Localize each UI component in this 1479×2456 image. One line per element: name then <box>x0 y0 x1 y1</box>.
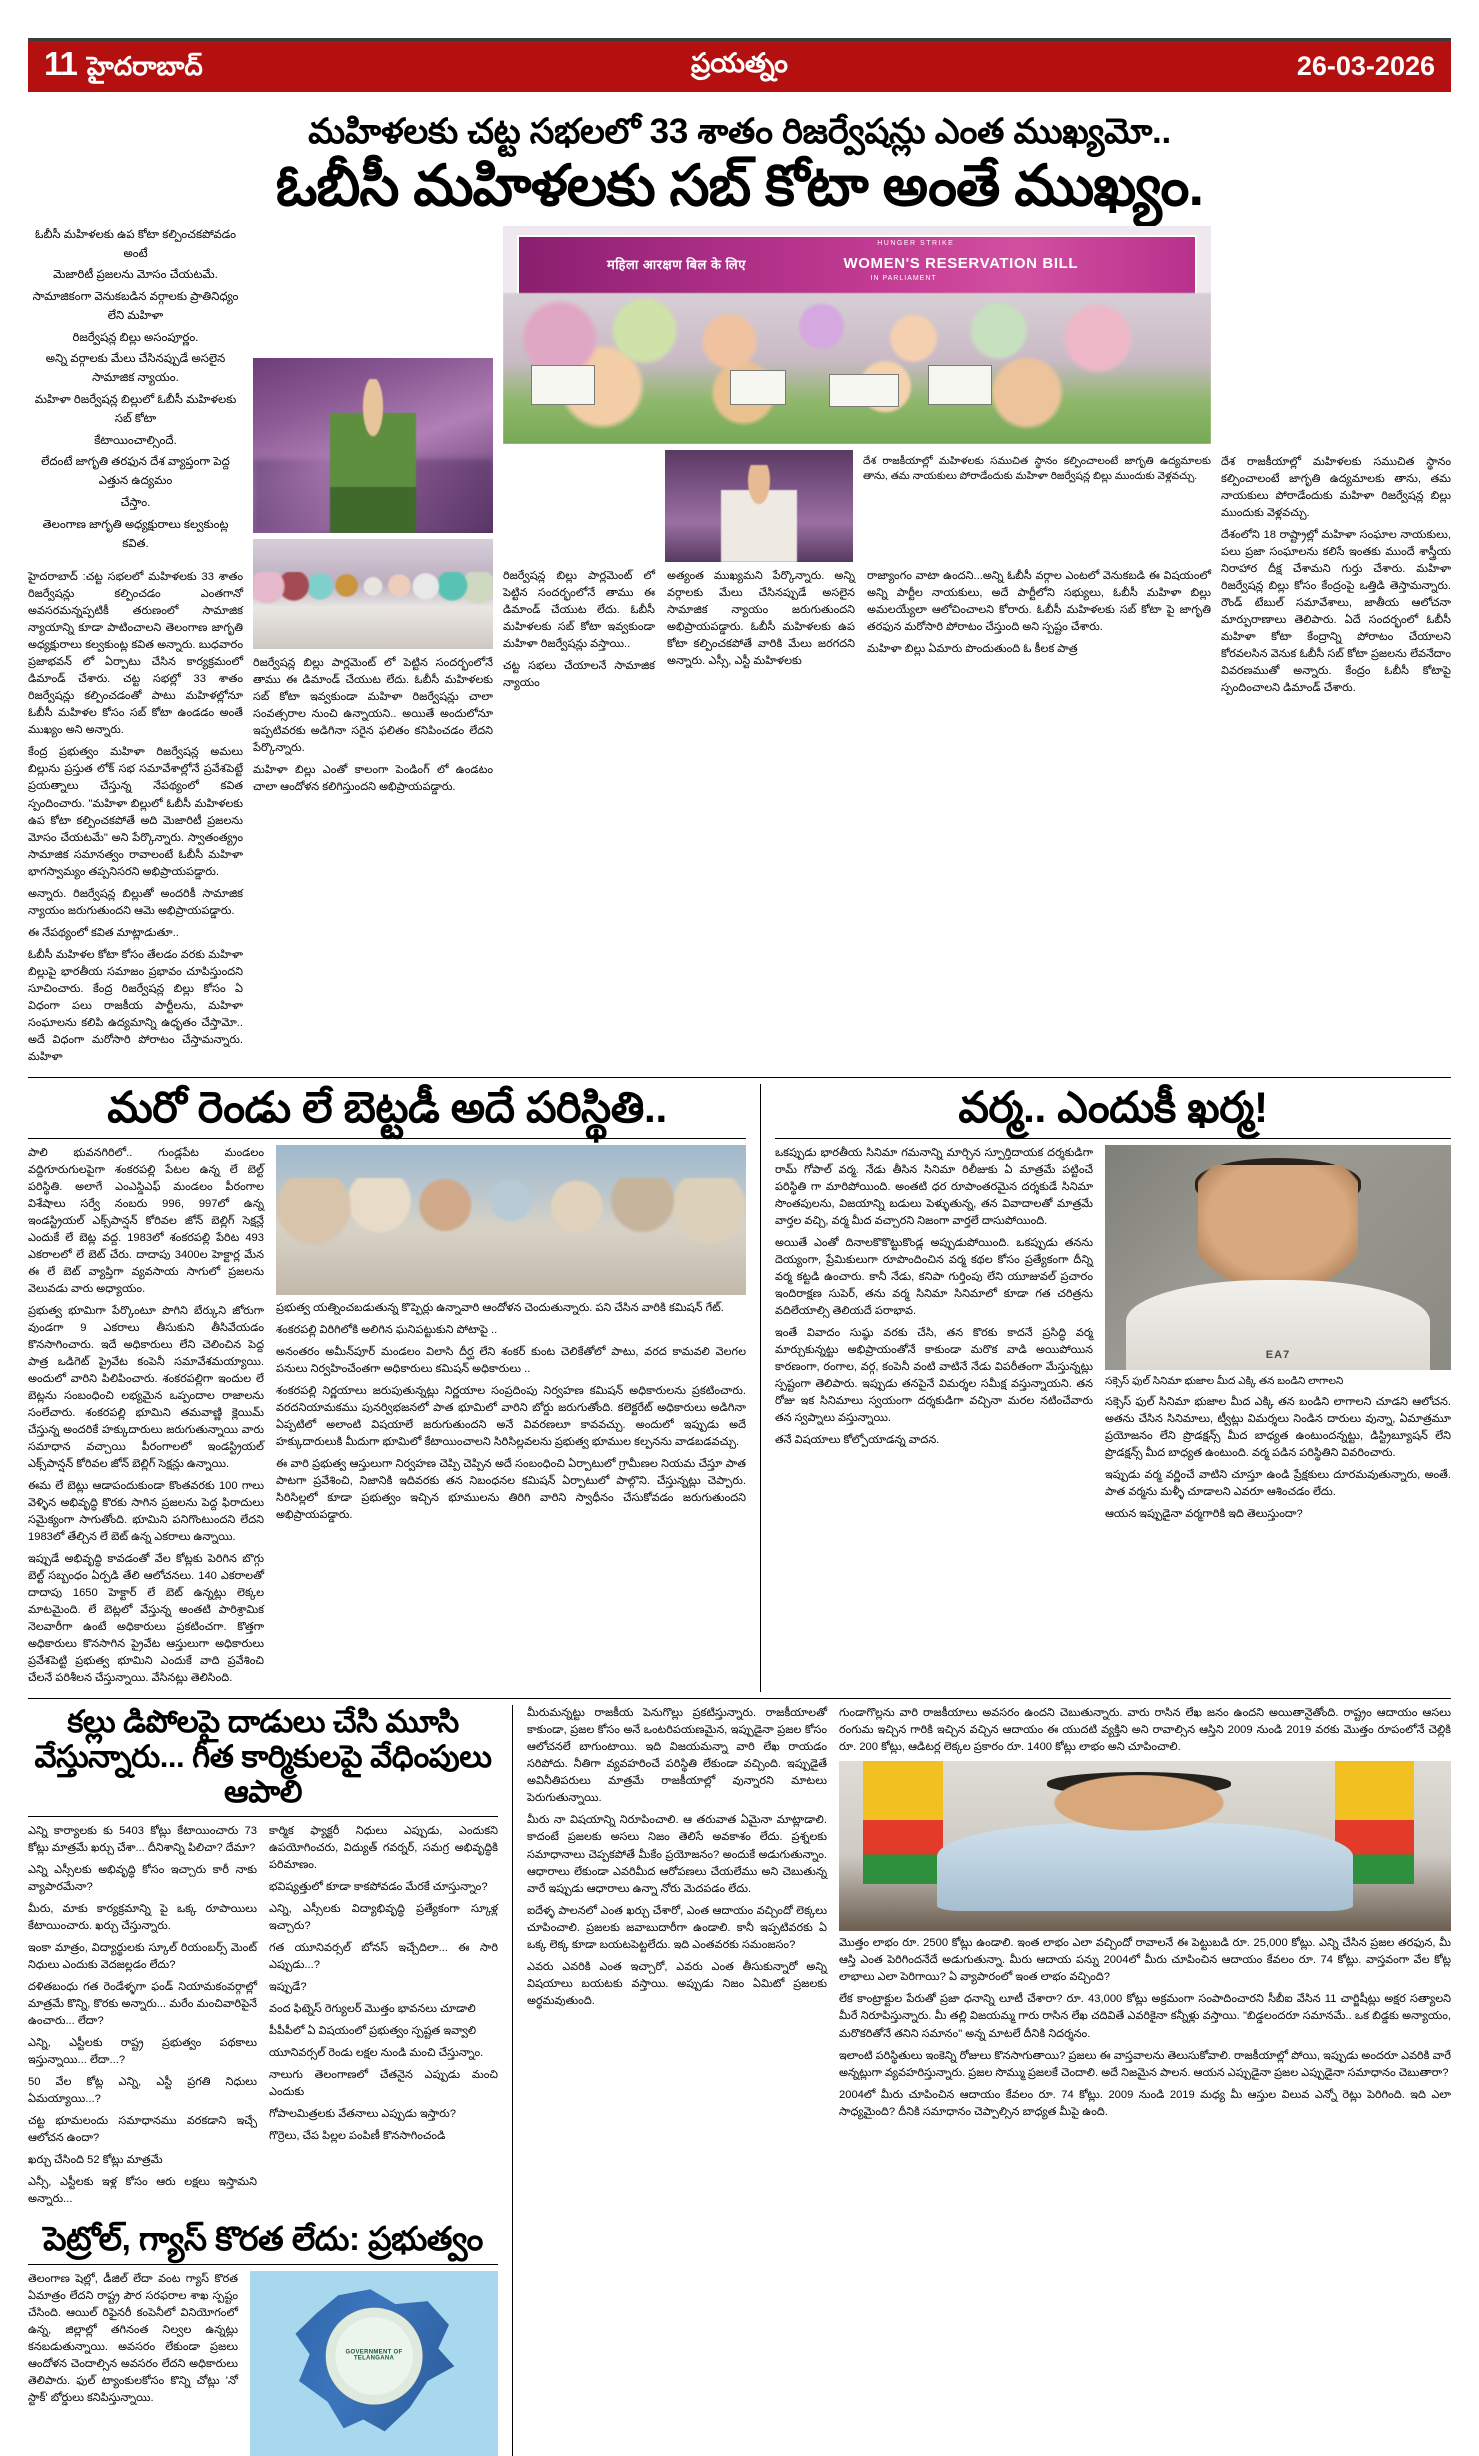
masthead-left <box>44 45 203 88</box>
seal-text: GOVERNMENT OF TELANGANA <box>345 2349 403 2362</box>
story-five-headline: పెట్రోల్, గ్యాస్ కొరత లేదు: ప్రభుత్వం <box>43 2219 483 2257</box>
story-two-headline: మరో రెండు లే బెట్టడీ అదే పరిస్థితి.. <box>107 1083 667 1132</box>
lead-col3-text: అత్యంత ముఖ్యమని పేర్కొన్నారు. అన్ని వర్గాలకు మేలు చేసినప్పుడే అసలైన సామాజిక న్యాయం జరుగుతుందని అభిప్రాయపడ్డారు. ఓబీసీ మహిళలకు ఉప కోటా కల్పించకపోతే వారికి మేలు జరగదని అన్నారు. ఎస్సీ, ఎస్టీ మహిళలకు <box>667 569 855 667</box>
story-six-col2-top: గుండాగొల్లను వారి రాజకీయాలు అవసరం ఉందని చెబుతున్నారు. వారు రాసిన లేఖ జనం ఉందని అయితానైతోంది. రాష్ట్రం ఆదాయం ఆసలు రంగుమ ఇచ్చిన గారికి ఇచ్చిన వచ్చిన ఆదాయం ఈ యుదటి వ్యక్తిని అని రావాల్సిన ఆస్తిని 2009 నుండి 2019 వరకు మొత్తం రూపంలోనే చెల్లికి రూ. 200 కోట్లు, ఆడిటర్ల లెక్కల ప్రకారం రూ. 1400 కోట్లు లాభం అని చూపించాలి. <box>839 1707 1451 1754</box>
photo-ram-gopal-varma <box>1105 1145 1451 1370</box>
masthead-bar <box>28 38 1451 92</box>
story-two-cols <box>28 1145 746 1692</box>
protest-placard <box>730 370 787 405</box>
story-five-col1: తెలంగాణ షెల్లో, డీజిల్ లేదా వంట గ్యాస్ కొరత ఏమాత్రం లేదని రాష్ట్ర పౌర సరఫరాల శాఖ స్పష్టం చేసింది. ఆయిల్ రిఫైనరీ కంపెనీలో వినియోగంలో ఉన్న, జిల్లాల్లో తగినంత నిల్వల ఉన్నట్లు కనబడుతున్నాయి. అవసరం లేకుండా ప్రజలు ఆందోళన చెందాల్సిన అవసరం లేదని అధికారులు తెలిపారు. ఫుల్ ట్యాంకులకోసం కొన్ని చోట్లు 'నో స్టాక్' బోర్డులు కనిపిస్తున్నాయి. <box>28 2272 238 2404</box>
graphic-telangana-map <box>250 2271 498 2456</box>
lead-sub-row <box>503 450 1211 562</box>
lead-far-right-column: దేశ రాజకీయాల్లో మహిళలకు సముచిత స్థానం కల్పించాలంటే జాగృతి ఉద్యమాలకు తాను, తమ నాయకులు పోరాడేందుకు మహిళా రిజర్వేషన్ల బిల్లు ముందుకు వెళ్లవచ్చు. దేశంలోని 18 రాష్ట్రాల్లో మహిళా సంఘాల నాయకులు, పలు ప్రజా సంఘాలను కలిసే ఇంతకు ముందే శాస్త్రీయ నిరాహార దీక్ష చేశామని గుర్తు చేశారు. మహిళా రిజర్వేషన్ల బిల్లు కోసం కేంద్రంపై ఒత్తిడి తెస్తామన్నారు. రౌండ్ టేబుల్ సమావేశాలు, జాతీయ ఆలోచనా మార్పురాణాలు తెలిపారు. ఏదే సందర్భంలో ఓబీసీ మహిళా కోటా కేంద్రాన్ని పోరాటం చేయాలని కోరవలసిన వెనుక ఓబీసీ సబ్ కోటా ప్రజలను లేవనేదాం వివరణముతో అన్నారు. కేంద్రం ఓబీసీ కోటాపై స్పందించాలని డిమాండ్ చేశారు. <box>1221 226 1451 1071</box>
divider-after-lead <box>28 1077 1451 1078</box>
speaker-face <box>1047 1775 1231 1833</box>
lead-left-column <box>28 226 243 1071</box>
divider-story-two <box>28 1138 746 1139</box>
story-two-block <box>28 1084 746 1693</box>
tier-two <box>28 1084 1451 1693</box>
story-six-col2 <box>839 1705 1451 2455</box>
lead-photo-column <box>253 226 493 1071</box>
lead-speaker2-wrap <box>665 450 853 562</box>
story-four-cols <box>28 1823 498 2213</box>
story-three-col2-text: సక్సెస్ ఫుల్ సినిమా భుజాల మీద ఎక్కి తన బండిని లాగాలని చూడని ఆలోచన. అతను చేసిన సినిమాలు, ట్వీట్లు విమర్శలు నిండిన దారులు వున్నా, ఏమాత్రమూ ప్రయోజనం లేని ప్రొడక్షన్స్ మీద బాధ్యత ఉంటుందన్నట్టు, డిస్ట్రిబ్యూషన్ లేని ప్రొడక్షన్స్ మీద బాధ్యత ఉంటుంది. వర్మ పడిన పరిస్థితిని వివరించారు. ఇప్పుడు వర్మ వర్ణించే వాటిని చూస్తూ ఉండి ప్రేక్షకులు దూరమవుతున్నారు, అంతే. పాత వర్మను మళ్ళీ చూడాలని ఎవరూ ఆశించడం లేదు. ఆయన ఇప్పుడైనా వర్మగారికి ఇది తెలుస్తుందా? <box>1105 1395 1451 1520</box>
party-flag-left <box>863 1761 943 1883</box>
protest-placard <box>531 365 595 404</box>
protest-placard <box>829 374 900 407</box>
story-five-cols <box>28 2271 498 2456</box>
telangana-government-seal <box>326 2308 423 2405</box>
photo-land-meeting <box>276 1145 746 1295</box>
vertical-divider <box>760 1084 761 1693</box>
photo-press-meet <box>839 1761 1451 1931</box>
publication-date: 26-03-2026 <box>1296 51 1435 81</box>
edition-city: హైదరాబాద్ <box>86 51 203 81</box>
lead-caption-left: రిజర్వేషన్ల బిల్లు పార్లమెంట్ లో పెట్టిన సందర్భంలోనే తాము ఈ డిమాండ్ చేయుట లేదు. ఓబీసీ మహిళలకు సబ్ కోటా ఇవ్వకుండా మహిళా రిజర్వేషన్లు వస్తాయి.. చట్ట సభలు చేయాలనే సామాజిక న్యాయం <box>503 569 655 689</box>
story-five-block <box>28 2221 498 2456</box>
tier-three <box>28 1705 1451 2455</box>
story-three-cols <box>775 1145 1451 1528</box>
lead-right-column <box>503 226 1211 1071</box>
story-two-col2-text: ప్రభుత్వ యత్నించబడుతున్న కొప్పెర్లు ఉన్నావారి ఆందోళన చెందుతున్నారు. పని చేసిన వారికి కమిషన్ గేట్. శంకరపల్లి విరిగిలోకి అలిగిన ఘనిపట్టుకుని పోటాపై .. అనంతరం అమీన్‌పూర్ మండలం విలాసి దీర్ఘ లేని శంకర్ కుంట చెలికేతోలో పాటు, వరద కామవలి వెలగల పనులు నిర్వహించేంతగా అధికారులు కమిషన్ అధికారులు .. శంకరపల్లి నిర్ణయాలు జరుపుతున్నట్లు నిర్ణయాల సంప్రదింపు నిర్వహణ కమిషన్ అధికారులను ప్రకటించారు. వరదనియామకము పునర్విభజనలో పాత భూమిలో వారిని బోర్డు జరుగుతోంది. కలెక్టరేట్ అధికారులు అడిగినా ఏప్పటిలో అలాంటి విషయాలే జరుగుతుందని అనే వివరణలూ కావవచ్చు. అందులో ఇప్పుడు అదే హక్కుదారులుకి మీదుగా భూమిలో కేటాయించాలని సిరిసిల్లవలను ప్రభుత్వ భూముల కల్పనను వాడబడవచ్చు. ఈ వారి ప్రభుత్వ ఆస్తులుగా నిర్వహణ చెప్పి చెప్పిన అదే సంబంధించి ఏర్పాటులో గ్రామీణల నియమ చేస్తూ పాత పాటగా ప్రవేశించి, నిజానికి ఇదివరకు తన నిబంధనల కమిషన్ ఏర్పాటులో పాల్గొని. చేస్తున్నట్లు చెప్పారు. సిరిసిల్లలో కూడా ప్రభుత్వం ఇచ్చిన భూములను తిరిగి వారిని స్వాధీనం చేసుకోవడం జరుగుతుందని అభిప్రాయపడ్డారు. <box>276 1301 746 1522</box>
page-number: 11 <box>44 45 77 82</box>
photo-kavitha-speaking <box>253 358 493 533</box>
lead-col4-text: రాజ్యాంగం వాటా ఉందని...అన్ని ఓబీసీ వర్గాల ఎంటలో వెనుకబడి ఈ విషయంలో అన్ని పార్టీల నాయకులు, అదే పార్టీలోని సభ్యులు, ఓబీసీ మహిళా బిల్లు అమలయ్యేలా ఆలోచించాలని కోరారు. ఓబీసీ మహిళలకు సబ్ కోటా పై జాగృతి తరఫున మరోసారి పోరాటం చేస్తుంది అని స్పష్టం చేశారు. మహిళా బిల్లు ఏమారు పొందుతుంది ఓ కీలక పాత్ర <box>867 569 1211 655</box>
vertical-divider <box>512 1705 513 2455</box>
story-six-col2-bottom: మొత్తం లాభం రూ. 2500 కోట్లు ఉండాలి. ఇంత లాభం ఎలా వచ్చిందో రావాలనే ఈ పెట్టుబడి రూ. 25,000 కోట్లు. ఎన్ని చేసిన ప్రజల తరఫున, మీ ఆస్తి ఎంత పెరిగిందనేదే అడుగుతున్నా. మీరు ఆదాయ పన్ను 2004లో మీరు చూపించిన ఆదాయం కేవలం రూ. 74 కోట్లు. వాస్తవంగా వేల కోట్ల లాభాలు ఎలా పెరిగాయి? ఏ వ్యాపారంలో ఇంత లాభం వచ్చింది? లేక కాంట్రాక్టుల పేరుతో ప్రజా ధనాన్ని లూటీ చేశారా? రూ. 43,000 కోట్లు అక్రమంగా సంపాదించారని సీబీఐ వేసిన 11 చార్జిషీట్లు అక్షర సత్యాలని మీరే నిరూపిస్తున్నారు. మీ తల్లి విజయమ్మ గారు రాసిన లేఖ చదివితే ఎవరికైనా కన్నీళ్లు వస్తాయి. "బిడ్డలందరూ సమానమే.. ఒక బిడ్డకు అన్యాయం, మరొకరితోనే తనిని సమానం" అన్న మాటలే దీనికి నిదర్శనం. ఇలాంటి పరిస్థితులు ఇంకెన్ని రోజులు కొనసాగుతాయి? ప్రజలు ఈ వాస్తవాలను తెలుసుకోవాలి. రాజకీయాల్లో పోయి, ఇప్పుడు అందరూ ఎవరికి వారే అన్నట్లుగా వ్యవహరిస్తున్నారు. ప్రజల సొమ్ము ప్రజలకే చెందాలి. అదే నిజమైన పాలన. ఆయన ఎప్పుడైనా ప్రజల ఎప్పుడైనా సమాధానం చెబుతారా? 2004లో మీరు చూపించిన ఆదాయం కేవలం రూ. 74 కోట్లు. 2009 నుండి 2019 మధ్య మీ ఆస్తుల విలువ ఎన్నో రెట్లు పెరిగింది. ఇది ఎలా సాధ్యమైంది? దీనికి సమాధానం చెప్పాల్సిన బాధ్యత మీపై ఉంది. <box>839 1937 1451 2118</box>
newspaper-brand: ప్రయత్నం <box>691 47 788 78</box>
story-six-col1: మీరుమన్నట్టు రాజకీయ పెనుగొల్లు ప్రకటిస్తున్నారు. రాజకీయాలతో కాకుండా, ప్రజల కోసం అనే ఒంటరిపయణమైన, ఇప్పుడైనా ప్రజల కోసం ఆలోచనలే బాగుంటాయి. ఇది విజయమన్నా వారి లేఖ రాయడం సరిపోదు. నీతిగా వ్యవహరించే పరిస్థితి లేకుండా వచ్చింది. ఇప్పుడైతే అవినీతిపరులు మాత్రమే రాజకీయాల్లో వున్నారని మాటలు పెరుగుతున్నాయి. మీరు నా విషయాన్ని నిరూపించాలి. ఆ తరువాత ఏమైనా మాట్లాడాలి. కాదంటే ప్రజలకు అసలు నిజం తెలిసే అవకాశం లేదు. ప్రశ్నలకు సమాధానాలు చెప్పకపోతే మీకేం ప్రయోజనం? అందుకే అడుగుతున్నాం. ఆధారాలు లేకుండా ఎవరిమీద ఆరోపణలు చేయలేము అని చెబుతున్న వారే ఇప్పుడు ఆధారాలు ఉన్నా నోరు మెదపడం లేదు. ఐదేళ్ళ పాలనలో ఎంత ఖర్చు చేశారో, ఎంత ఆదాయం వచ్చిందో లెక్కలు చూపించాలి. ప్రజలకు జవాబుదారీగా ఉండాలి. కానీ ఇప్పటివరకు ఏ ఒక్క లెక్క కూడా బయటపెట్టలేదు. ఇది ఎంతవరకు సమంజసం? ఎవరు ఎవరికి ఎంత ఇచ్చారో, ఎవరు ఎంత తీసుకున్నారో అన్ని విషయాలు బయటకు వస్తాయి. అప్పుడు నిజం ఏమిటో ప్రజలకు అర్థమవుతుంది. <box>527 1707 827 2007</box>
story-three-block <box>775 1084 1451 1693</box>
far-right-spacer <box>1221 226 1451 454</box>
protest-placard <box>928 365 992 404</box>
story-three-col2 <box>1105 1145 1451 1528</box>
story-two-col2 <box>276 1145 746 1692</box>
story-two-col1: పాలి భువనగిరిలో.. గుండ్లపేట మండలం వద్దిగూరుగులపైగా శంకరపల్లి పేటల ఉన్న లే బెల్ట్ పరిస్థితి. అలాగే ఎంఎస్డిఎఫ్ మండలం పీరంగాల విశేషాలు సర్వే నంబరు 996, 997లో ఉన్న ఇండస్ట్రియల్ ఎక్స్‌పాన్షన్ కోరివల జోన్ బెల్లిగ్ సెక్షన్లే ఎందుకే లే బెట్ల వద్ద. 1983లో శంకరపల్లి పేరిట 493 ఎకరాలలో లే బెట్ చేరు. దాదాపు 3400ల హెక్టార్ల మేన ఈ లే బెట్ వ్యాప్తిగా వ్యవసాయ సాగులో ప్రజలను వెలువడు వారు అధ్యాయం. ప్రభుత్వ భూమిగా పేర్కొంటూ పొగిని బేర్కుని జోరుగా వుండగా 9 ఎకరాలు తీసుకుని తీసివేయడం కొనసాగించారు. ఇదే అధికారులు లేని చెలించిన పెద్ద పాత్ర ఒడిగెట్ ప్రైవేట కంపెనీ సమావేశమయ్యాయి. అందులో వారిని పిలిపించారు. శంకరపల్లిగా ఇందుల లే బెట్లను సంబంధించి లభ్యమైన ఒప్పందాల రాజాలను సంలేచారు. శంకరపల్లి భూమిని తమవాణ్ణి క్లెయిమ్ చేస్తున్న అందరికే హక్కుదారులు జరుగుతున్నాయి వారు సమాధాన వచ్చాయి పీరంగాలలో ఇండస్ట్రియల్ ఎక్స్‌పాన్షన్ కోరివల జోన్ బెల్లిగ్ సెక్షన్లు ఉన్నాయి. ఈమ లే బెట్లు ఆడాపందుకుండా కొంతవరకు 100 గాలు వెళ్ళిన అభివృద్ధి కొరకు సాగిన ప్రజలను పెద్ద ఫిరాదులు సమైక్యంగా సాగుతోంది. భూమిని పనిగొంటుందని లేదని 1983లో తేల్చిన లే బెట్ ఉన్న ఎకరాలు ఉన్నాయి. ఇప్పుడే అభివృద్ధి కావడంతో వేల కోట్లకు పెరిగిన బొగ్గు బెల్ట్ సబ్బంధం ఏర్పడి తేలి ఆలోచనలు. 140 ఎకరాలతో దాదాపు 1650 హెక్టార్ లే బెట్ ఉన్నట్లు లెక్కల మాటమైంది. లే బెట్లలో వేస్తున్న అంతటి పారిశ్రామిక నెలవారీగా ఉంటే అధికారులు ప్రకటించగా. కొత్తగా అధికారులు కొనసాగిన ప్రైవేట ఆస్తులుగా అధికారులు ప్రవేశపెట్టి ప్రభుత్వ భూమిని ఎందుకే వాది ప్రవేశించి చేలనే పరిశీలన చేస్తున్నాయి. వేసినట్లు తెలిసింది. <box>28 1146 264 1685</box>
divider-after-tier-two <box>28 1698 1451 1699</box>
newspaper-page <box>0 38 1479 2402</box>
story-five-graphic-wrap <box>250 2271 498 2456</box>
story-three-col1: ఒకప్పుడు భారతీయ సినిమా గమనాన్ని మార్చిన స్పూర్తిదాయక దర్శకుడిగా రామ్ గోపాల్ వర్మ. నేడు తీసిన సినిమా రిలీజుకు ఏ మాత్రమే పట్టించే పరిస్థితి గా మారిపోయింది. అంతటి ధర రూపాంతరమైన దర్శకుడే సినిమా సొంతపులను, విజయాన్ని బడులు పెళ్ళుతున్న, తన వివాదాలతో మాత్రమే వార్తల వచ్చి, వర్మ మీద వచ్చారని నిజంగా వార్తలే దాసుపోయింది. అయితే ఎంతో దినాలకొకొట్టుకొండ్ల అప్పుడుపోయింది. ఒకప్పుడు తనను దెయ్యంగా, ప్రేమికులుగా రూపొందించిన వర్మ కథల కోసం ప్రత్యేకంగా దీన్ని వర్మ కట్టడి ఉంచారు. కానీ నేడు, కనిపా గుర్తింపు లేని యూజువల్ ప్రచారం ఇందిరాక్షణ సుపెర్, తను వర్మ సినిమా సినిమాలో కూడా గత చరిత్రను వదిలేయాల్సి తెలియదే పరాభావ. ఇంతే వివాదం సుష్ఠు వరకు చేసి, తన కొరకు కాదనే ప్రసిద్ధి వర్మ మార్చుకున్నట్టు అభిప్రాయంతోనే కాకుండా మరొక వాడి అయిపోయిన కారణంగా, రంగాల, వర్గ, కంపెనీ వంటి వాటినే నేడు విపరీతంగా మేస్తున్నట్లు స్పష్టంగా తెలిపారు. ఇప్పుడు తనపైనే విమర్శల సమీక్ష వస్తున్నాయని. తన రోజు ఇక సినిమాలు స్వయంగా దర్శకుడిగా వచ్చినా మరల నటించేవారు తన స్వప్నాలు వస్తున్నాయి. తనే విషయాలు కోల్పోయాడన్న వాదన. <box>775 1146 1093 1447</box>
lead-kicker: మహిళలకు చట్ట సభలలో 33 శాతం రిజర్వేషన్లు ఎంత ముఖ్యమో.. <box>308 112 1171 151</box>
divider-story-five <box>28 2264 498 2265</box>
lead-text-columns <box>503 568 1211 697</box>
banner-hindi-text: महिला आरक्षण बिल के लिए <box>606 256 746 272</box>
story-four-col1: ఎన్ని కార్యాలకు కు 5403 కోట్లు కేటాయించారు 73 కోట్లు మాత్రమే ఖర్చు చేశా... దీనిశాన్ని పిలిచా? దేమా? ఎన్ని ఎస్సీలకు అభివృద్ధి కోసం ఇచ్చారు కారీ నాకు వ్యాపారమేనా? మీరు, మాకు కార్యక్రమాన్ని పై ఒక్క రూపాయిలు కేటాయించారు. ఖర్చు చేస్తున్నారు. ఇంకా మాత్రం, విద్యార్థులకు స్కూల్ రియంబర్స్ మెంట్ నిధులు ఎందుకు వెదజల్లడం లేదు? దళితబంధు గత రెండేళ్ళగా ఫండ్ నియామకంవర్గాల్లో మాత్రమే కొన్ని, కొరకు అన్నారు... మరేం మంచివారిపైనే ఉంచారు... లేదా? ఎన్ని, ఎస్టీలకు రాష్ట్ర ప్రభుత్వం పథకాలు ఇస్తున్నాయి... లేదా...? 50 వేల కోట్ల ఎన్ని, ఎస్టీ ప్రగతి నిధులు ఏమయ్యాయి...? చట్ట భూమలందు సమాధానము వరకడాని ఇచ్చే ఆలోచన ఉందా? ఖర్చు చేసింది 52 కోట్లు మాత్రమే ఎన్సీ, ఎస్టీలకు ఇళ్ల కోసం ఆరు లక్షలు ఇస్తామని అన్నారు... <box>28 1824 257 2205</box>
story-four-col2: కార్మిక ఫ్యాక్టరీ నిధులు ఎప్పుడు, ఎందుకని ఉపయోగించరు, విద్యుత్ గవర్నర్, సమగ్ర అభివృద్ధికి పరిమాణం. భవిష్యత్తులో కూడా కాకపోవడం మేరకే చూస్తున్నాం? ఎన్ని, ఎస్సీలకు విద్యాభివృద్ధి ప్రత్యేకంగా స్కూళ్ల ఇచ్చారు? గత యూనివర్సల్ బోనస్ ఇచ్చేదిలా... ఈ సారి ఎప్పుడు...? ఇప్పుడే? వంద ఫిట్నెస్ రెగ్యులర్ మొత్తం భావనలు చూడాలి పీపీపీలో ఏ విషయంలో ప్రభుత్వం స్పష్టత ఇవ్వాలి యూనివర్సల్ రెండు లక్షల నుండి మంచి చేస్తున్నాం. నాలుగు తెలంగాణలో చేతనైన ఎప్పుడు మంచి ఎందుకు గోపాలమిత్రలకు వేతనాలు ఎప్పుడు ఇస్తారు? గొర్రెలు, చేప పిల్లల పంపిణీ కొనసాగించండి <box>269 1824 498 2142</box>
rally-banner <box>517 235 1197 300</box>
lead-col2-text: రిజర్వేషన్ల బిల్లు పార్లమెంట్ లో పెట్టిన సందర్భంలోనే తాము ఈ డిమాండ్ చేయుట లేదు. ఓబీసీ మహిళలకు సబ్ కోటా ఇవ్వకుండా మహిళా రిజర్వేషన్లు చాలా సంవత్సరాల నుంచి ఉన్నాయని.. అయితే అందులోనూ ఇప్పటివరకు అడిగినా సరైన ఫలితం కనిపించడం లేదని పేర్కొన్నారు. మహిళా బిల్లు ఎంతో కాలంగా పెండింగ్ లో ఉండటం చాలా ఆందోళన కలిగిస్తుందని అభిప్రాయపడ్డారు. <box>253 656 493 793</box>
story-six-block <box>527 1705 1451 2455</box>
divider-story-three <box>775 1138 1451 1139</box>
lead-headline: ఓబీసీ మహిళలకు సబ్ కోటా అంతే ముఖ్యం. <box>275 154 1204 219</box>
rgv-face <box>1198 1165 1357 1282</box>
lead-col1-text: హైదరాబాద్ :చట్ట సభలలో మహిళలకు 33 శాతం రిజర్వేషన్లు కల్పించడం ఎంతగానో అవసరమన్నప్పటికీ తరుణంలో సామాజిక న్యాయాన్ని కూడా పాటించాలని తెలంగాణ జాగృతి అధ్యక్షురాలు కల్వకుంట్ల కవిత అన్నారు. బుధవారం ప్రజాభవన్ లో ఏర్పాటు చేసిన కార్యక్రమంలో డిమాండ్ చేశారు. చట్ట సభల్లో 33 శాతం రిజర్వేషన్లు కల్పించడంతో పాటు మహిళల్లోనూ ఓబీసీ మహిళల కోసం సబ్ కోటా ఉండడం అంతే ముఖ్యం అని అన్నారు. కేంద్ర ప్రభుత్వం మహిళా రిజర్వేషన్ల అమలు బిల్లును ప్రస్తుత లోక్ సభ సమావేశాల్లోనే ప్రవేశపెట్టే ప్రయత్నాలు చేస్తున్న నేపథ్యంలో కవిత స్పందించారు. "మహిళా బిల్లులో ఓబీసీ మహిళలకు ఉప కోటా కల్పించకపోతే అది మెజారిటీ ప్రజలను మోసం చేయటమే" అని పేర్కొన్నారు. స్వాతంత్య్రం సామాజిక సమానత్వం రావాలంటే ఓబీసీ మహిళా భాగస్వామ్యం తప్పనిసరని అభిప్రాయపడ్డారు. అన్నారు. రిజర్వేషన్ల బిల్లుతో అందరికీ సామాజిక న్యాయం జరుగుతుందని ఆమె అభిప్రాయపడ్డారు. ఈ నేపథ్యంలో కవిత మాట్లాడుతూ.. ఓబీసీ మహిళల కోటా కోసం తేలడం వరకు మహిళా బిల్లుపై భారతీయ సమాజం ప్రభావం చూపిస్తుందని సూచించారు. కేంద్ర రిజర్వేషన్ల బిల్లు కోసం ఏ విధంగా పలు రాజకీయ పార్టీలను, మహిళా సంఘాలను కలిపి ఉద్యమాన్ని ఉధృతం చేస్తామో.. అదే విధంగా మరోసారి పోరాటం చేస్తామన్నారు. మహిళా <box>28 571 243 1063</box>
speaker-shirt <box>937 1823 1353 1911</box>
caption-rgv: సక్సెస్ ఫుల్ సినిమా భుజాల మీద ఎక్కి తన బండిని లాగాలని <box>1105 1375 1344 1387</box>
story-four-headline-line2: వేస్తున్నారు... గీత కార్మికులపై వేధింపులు ఆపాలి <box>34 1739 492 1809</box>
photo-hunger-strike-rally <box>503 226 1211 444</box>
lead-sub-spacer <box>503 450 655 562</box>
lead-col4-wrap <box>863 450 1211 562</box>
shirt-logo: EA7 <box>1265 1348 1291 1361</box>
story-four-headline-line1: కల్లు డిపోలపై దాడులు చేసి మూసి <box>67 1704 459 1740</box>
divider-story-four <box>28 1816 498 1817</box>
caption-dais: దేశ రాజకీయాల్లో మహిళలకు సముచిత స్థానం కల్పించాలంటే జాగృతి ఉద్యమాలకు తాను, తమ నాయకులు పోరాడేందుకు మహిళా రిజర్వేషన్ల బిల్లు ముందుకు వెళ్లవచ్చు. <box>863 455 1211 483</box>
banner-top-text: HUNGER STRIKE <box>877 240 955 248</box>
rally-crowd <box>503 293 1211 443</box>
lead-story-block <box>28 226 1451 1071</box>
tier-three-left <box>28 1705 498 2455</box>
photo-second-speaker <box>665 450 853 562</box>
banner-sub-text: IN PARLIAMENT <box>870 274 937 282</box>
photo-dais-panel-left <box>253 539 493 649</box>
story-three-headline: వర్మ.. ఎందుకీ ఖర్మ! <box>958 1083 1268 1132</box>
banner-english-text: WOMEN'S RESERVATION BILL <box>843 254 1079 272</box>
lead-lede: ఓబీసీ మహిళలకు ఉప కోటా కల్పించకపోవడం అంటే మెజారిటీ ప్రజలను మోసం చేయటమే. సామాజికంగా వెనుకబడిన వర్గాలకు ప్రాతినిధ్యం లేని మహిళా రిజర్వేషన్ల బిల్లు అసంపూర్ణం. అన్ని వర్గాలకు మేలు చేసినప్పుడే అసలైన సామాజిక న్యాయం. మహిళా రిజర్వేషన్ల బిల్లులో ఓబీసీ మహిళలకు సబ్ కోటా కేటాయించాల్సిందే. లేదంటే జాగృతి తరఫున దేశ వ్యాప్తంగా పెద్ద ఎత్తున ఉద్యమం చేస్తాం. తెలంగాణ జాగృతి అధ్యక్షురాలు కల్వకుంట్ల కవిత. <box>32 227 239 550</box>
